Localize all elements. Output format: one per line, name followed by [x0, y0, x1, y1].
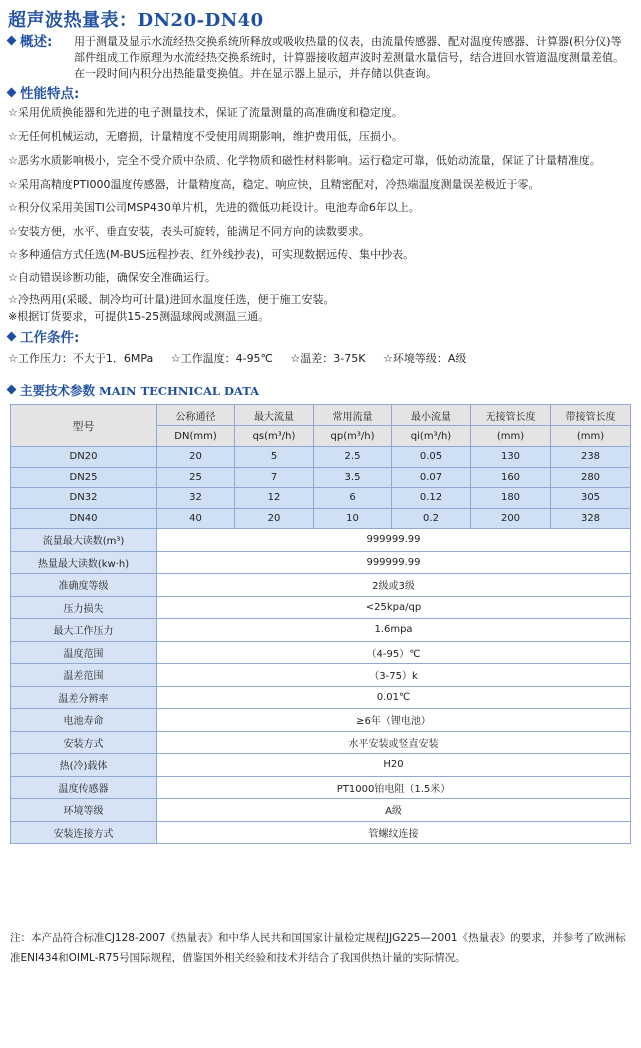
table-row [11, 467, 631, 488]
cell: 6 [314, 488, 392, 509]
cell: 25 [157, 467, 235, 488]
param-name: 最大工作压力 [11, 619, 157, 642]
diamond-bullet-icon [7, 385, 17, 395]
overview-label: 概述: [8, 34, 52, 50]
features-heading: 性能特点: [8, 82, 79, 102]
cell: 20 [235, 508, 314, 529]
condition-temperature: ☆工作温度：4-95℃ [170, 352, 273, 365]
cell: 5 [235, 447, 314, 468]
cell: 3.5 [314, 467, 392, 488]
param-value: （3-75）k [157, 664, 631, 687]
param-name: 热(冷)载体 [11, 754, 157, 777]
param-value: 管螺纹连接 [157, 821, 631, 844]
table-row [11, 508, 631, 529]
diamond-bullet-icon [7, 332, 17, 342]
header-cell: 无接管长度 [471, 405, 551, 426]
tech-table [10, 404, 631, 844]
param-row [11, 619, 631, 642]
param-name: 电池寿命 [11, 709, 157, 732]
cell: DN32 [11, 488, 157, 509]
feature-item: ☆积分仪采用美国TⅠ公司MSP430单片机，先进的微低功耗设计。电池寿命6年以上。 [8, 201, 420, 214]
param-name: 流量最大读数(m³) [11, 529, 157, 552]
unit-cell: DN(mm) [157, 426, 235, 447]
cell: DN40 [11, 508, 157, 529]
feature-item: ☆安装方便，水平、垂直安装，表头可旋转，能满足不同方向的读数要求。 [8, 225, 370, 238]
param-value: 0.01℃ [157, 686, 631, 709]
diamond-bullet-icon [7, 88, 17, 98]
table-header-row [11, 405, 631, 426]
condition-temp-diff: ☆温差：3-75K [290, 352, 366, 365]
param-value: H20 [157, 754, 631, 777]
cell: 32 [157, 488, 235, 509]
param-row [11, 754, 631, 777]
conditions-line [8, 350, 480, 366]
header-model: 型号 [11, 405, 157, 447]
param-row [11, 821, 631, 844]
param-row [11, 596, 631, 619]
param-row [11, 664, 631, 687]
feature-item: ☆恶劣水质影响极小，完全不受介质中杂质、化学物质和磁性材料影响。运行稳定可靠，低始动流量，保证了计量精准度。 [8, 154, 601, 167]
header-cell: 常用流量 [314, 405, 392, 426]
cell: 238 [551, 447, 631, 468]
unit-cell: qi(m³/h) [392, 426, 471, 447]
cell: 12 [235, 488, 314, 509]
cell: 7 [235, 467, 314, 488]
cell: 180 [471, 488, 551, 509]
param-value: 水平安装或竖直安装 [157, 731, 631, 754]
unit-cell: (mm) [551, 426, 631, 447]
feature-item: ☆多种通信方式任选(M-BUS远程抄表、红外线抄表)，可实现数据远传、集中抄表。 [8, 248, 415, 261]
overview-text: 用于测量及显示水流经热交换系统所释放或吸收热量的仪表，由流量传感器、配对温度传感器、计算器(积分仪)等部件组成工作原理为水流经热交换系统时，计算器接收超声波时差测量水量信号，结合进回水管道温度测量差值。在一段时间内积分出热能量变换值。并在显示器上显示，并存储以供查询。 [74, 35, 624, 80]
param-row [11, 731, 631, 754]
feature-item: ☆无任何机械运动，无磨损，计量精度不受使用周期影响，维护费用低，压损小。 [8, 130, 403, 143]
header-cell: 最大流量 [235, 405, 314, 426]
param-name: 热量最大读数(kw·h) [11, 551, 157, 574]
cell: 0.07 [392, 467, 471, 488]
param-value: 2级或3级 [157, 574, 631, 597]
cell: 328 [551, 508, 631, 529]
cell: 0.12 [392, 488, 471, 509]
cell: DN20 [11, 447, 157, 468]
param-value: 999999.99 [157, 529, 631, 552]
cell: 160 [471, 467, 551, 488]
param-row [11, 529, 631, 552]
param-row [11, 799, 631, 822]
cell: 280 [551, 467, 631, 488]
header-cell: 公称通径 [157, 405, 235, 426]
param-name: 环境等级 [11, 799, 157, 822]
table-row [11, 488, 631, 509]
param-row [11, 709, 631, 732]
feature-item: ☆采用优质换能器和先进的电子测量技术，保证了流量测量的高准确度和稳定度。 [8, 106, 403, 119]
param-name: 准确度等级 [11, 574, 157, 597]
feature-item: ☆冷热两用(采暖、制冷均可计量)进回水温度任选，便于施工安装。 [8, 293, 335, 306]
param-value: A级 [157, 799, 631, 822]
cell: 10 [314, 508, 392, 529]
param-row [11, 686, 631, 709]
cell: 2.5 [314, 447, 392, 468]
cell: DN25 [11, 467, 157, 488]
feature-item: ☆自动错误诊断功能，确保安全准确运行。 [8, 271, 216, 284]
unit-cell: qs(m³/h) [235, 426, 314, 447]
unit-cell: (mm) [471, 426, 551, 447]
param-value: 999999.99 [157, 551, 631, 574]
param-name: 温差范围 [11, 664, 157, 687]
param-row [11, 551, 631, 574]
param-name: 压力损失 [11, 596, 157, 619]
cell: 20 [157, 447, 235, 468]
cell: 200 [471, 508, 551, 529]
param-value: 1.6mpa [157, 619, 631, 642]
conditions-heading: 工作条件: [8, 326, 79, 346]
cell: 130 [471, 447, 551, 468]
condition-pressure: ☆工作压力：不大于1．6MPa [8, 352, 154, 365]
tech-heading: 主要技术参数 MAIN TECHNICAL DATA [8, 381, 259, 399]
cell: 40 [157, 508, 235, 529]
cell: 305 [551, 488, 631, 509]
feature-item: ※根据订货要求，可提供15-25测温球阀或测温三通。 [8, 310, 270, 323]
param-value: （4-95）℃ [157, 641, 631, 664]
header-cell: 带接管长度 [551, 405, 631, 426]
overview-section [8, 34, 632, 82]
param-row [11, 574, 631, 597]
page-title: 超声波热量表：DN20-DN40 [8, 10, 264, 31]
diamond-bullet-icon [7, 36, 17, 46]
footnote: 注：本产品符合标准CJ128-2007《热量表》和中华人民共和国国家计量检定规程JJG225—2001《热量表》的要求，并参考了欧洲标准ENI434和OIML-R75号国际规程，借鉴国外相关经验和技术并结合了我国供热计量的实际情况。 [10, 932, 626, 964]
param-value: ≥6年（锂电池） [157, 709, 631, 732]
feature-item: ☆采用高精度PTI000温度传感器，计量精度高，稳定、响应快，且精密配对，冷热端温度测量误差极近于零。 [8, 178, 540, 191]
unit-cell: qp(m³/h) [314, 426, 392, 447]
param-name: 温度范围 [11, 641, 157, 664]
header-cell: 最小流量 [392, 405, 471, 426]
param-value: <25kpa/qp [157, 596, 631, 619]
param-name: 安装方式 [11, 731, 157, 754]
condition-env-class: ☆环境等级：A级 [382, 352, 467, 365]
param-row [11, 776, 631, 799]
param-name: 温差分辨率 [11, 686, 157, 709]
param-row [11, 641, 631, 664]
param-name: 温度传感器 [11, 776, 157, 799]
param-name: 安装连接方式 [11, 821, 157, 844]
cell: 0.2 [392, 508, 471, 529]
cell: 0.05 [392, 447, 471, 468]
table-row [11, 447, 631, 468]
param-value: PT1000铂电阻（1.5米） [157, 776, 631, 799]
